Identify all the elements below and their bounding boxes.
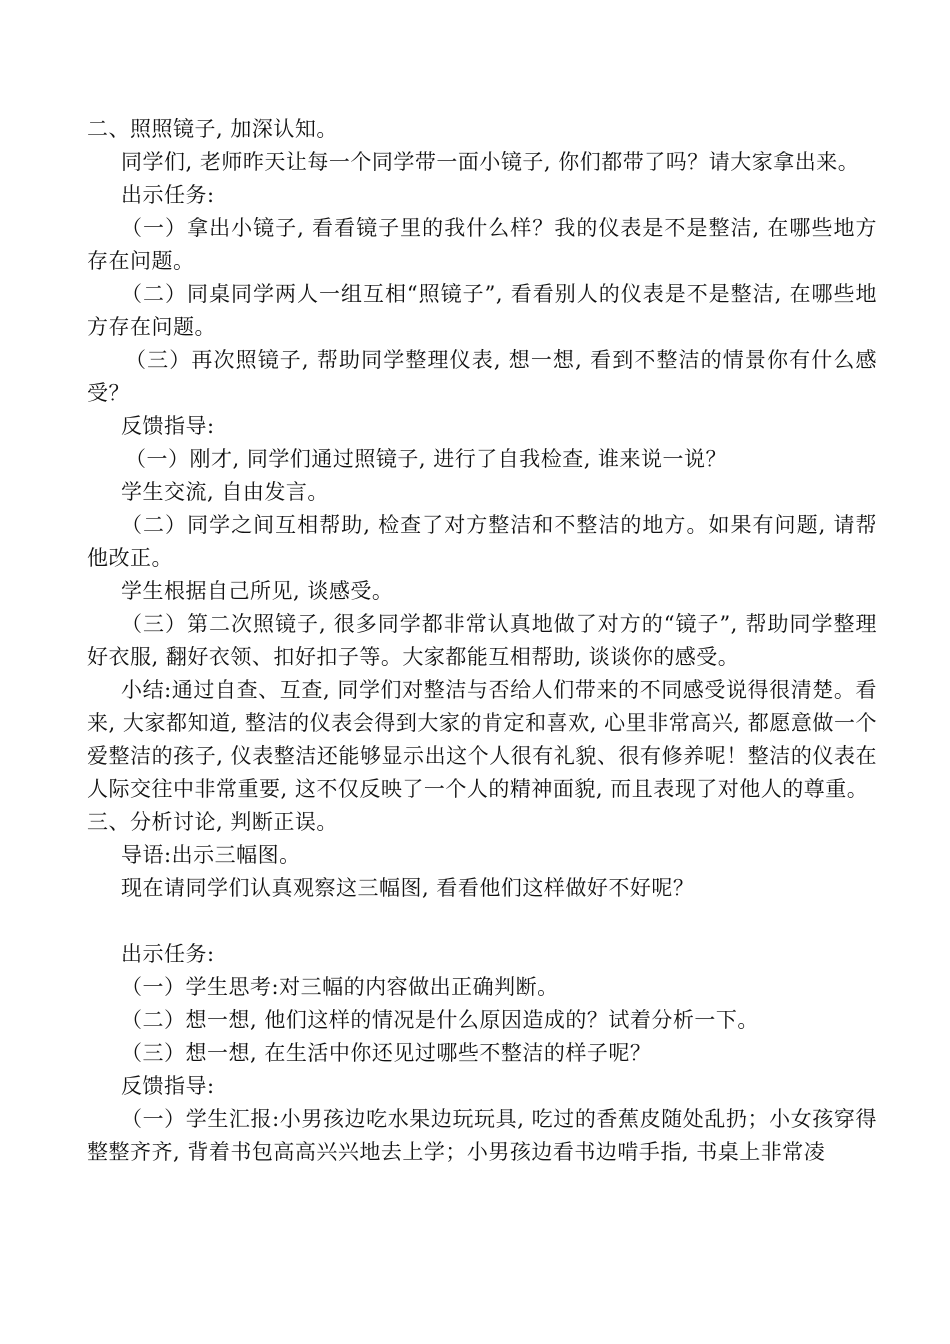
paragraph-student-exchange: 学生交流, 自由发言。 [121, 480, 329, 504]
paragraph-task-label: 出示任务: [121, 183, 215, 207]
paragraph-task-label-2: 出示任务: [121, 942, 215, 966]
paragraph-task-2-1: （一）学生思考:对三幅的内容做出正确判断。 [121, 975, 559, 999]
paragraph-lead-in: 导语:出示三幅图。 [121, 843, 301, 867]
document-body [87, 113, 877, 1169]
paragraph-task-2-3: （三）想一想, 在生活中你还见过哪些不整洁的样子呢？ [121, 1041, 652, 1065]
paragraph-task-2: （二）同桌同学两人一组互相“照镜子”, 看看别人的仪表是不是整洁, 在哪些地方存在问题。 [87, 282, 877, 339]
paragraph-task-1: （一）拿出小镜子, 看看镜子里的我什么样？我的仪表是不是整洁, 在哪些地方存在问题。 [87, 216, 877, 273]
paragraph-summary: 小结:通过自查、互查, 同学们对整洁与否给人们带来的不同感受说得很清楚。看来, 大家都知道, 整洁的仪表会得到大家的肯定和喜欢, 心里非常高兴, 都愿意做一个爱整洁的孩子, 仪表整洁还能够显示出这个人很有礼貌、很有修养呢！整洁的仪表在人际交往中非常重要, 这不仅反映了一个人的精神面貌, 而且表现了对他人的尊重。 [87, 678, 877, 801]
paragraph-feedback-label-2: 反馈指导: [121, 1074, 215, 1098]
blank-line [87, 905, 877, 938]
paragraph-task-3: （三）再次照镜子, 帮助同学整理仪表, 想一想, 看到不整洁的情景你有什么感受？ [87, 348, 877, 405]
paragraph-feedback-1: （一）刚才, 同学们通过照镜子, 进行了自我检查, 谁来说一说？ [125, 447, 728, 471]
paragraph-feedback-label: 反馈指导: [121, 414, 215, 438]
paragraph-feedback-2: （二）同学之间互相帮助, 检查了对方整洁和不整洁的地方。如果有问题, 请帮他改正。 [87, 513, 877, 570]
section-heading-2: 二、照照镜子, 加深认知。 [87, 117, 338, 141]
paragraph-task-2-2: （二）想一想, 他们这样的情况是什么原因造成的？试着分析一下。 [121, 1008, 759, 1032]
paragraph-student-feelings: 学生根据自己所见, 谈感受。 [121, 579, 394, 603]
paragraph-intro: 同学们, 老师昨天让每一个同学带一面小镜子, 你们都带了吗？请大家拿出来。 [121, 150, 860, 174]
section-heading-3: 三、分析讨论, 判断正误。 [87, 810, 338, 834]
paragraph-student-report: （一）学生汇报:小男孩边吃水果边玩玩具, 吃过的香蕉皮随处乱扔；小女孩穿得整整齐齐, 背着书包高高兴兴地去上学；小男孩边看书边啃手指, 书桌上非常凌 [87, 1107, 877, 1164]
paragraph-feedback-3: （三）第二次照镜子, 很多同学都非常认真地做了对方的“镜子”, 帮助同学整理好衣服, 翻好衣领、扣好扣子等。大家都能互相帮助, 谈谈你的感受。 [87, 612, 877, 669]
paragraph-observe: 现在请同学们认真观察这三幅图, 看看他们这样做好不好呢？ [121, 876, 695, 900]
